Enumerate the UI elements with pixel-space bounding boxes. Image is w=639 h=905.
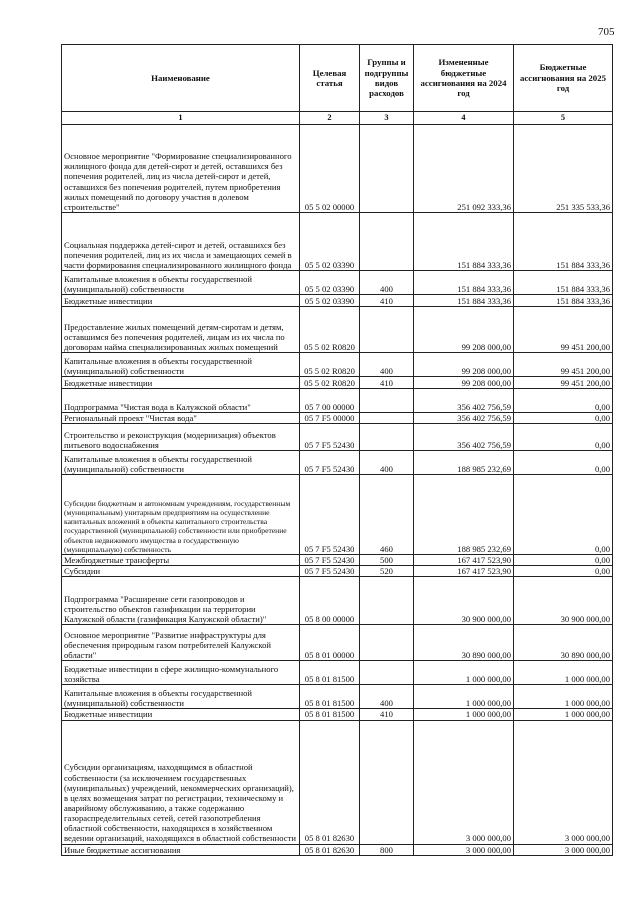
row-amount-2025: 1 000 000,00 bbox=[514, 685, 613, 709]
row-expense-group: 400 bbox=[360, 451, 414, 475]
table-header-row bbox=[62, 45, 613, 112]
row-amount-2025: 0,00 bbox=[514, 389, 613, 413]
row-expense-group bbox=[360, 661, 414, 685]
row-expense-group bbox=[360, 577, 414, 625]
row-expense-group bbox=[360, 413, 414, 424]
page-number: 705 bbox=[598, 26, 615, 38]
row-amount-2025: 0,00 bbox=[514, 413, 613, 424]
row-target-article: 05 7 00 00000 bbox=[300, 389, 360, 413]
row-amount-2025: 3 000 000,00 bbox=[514, 844, 613, 855]
row-amount-2025: 151 884 333,36 bbox=[514, 295, 613, 307]
row-name: Субсидии бюджетным и автономным учреждениям, государственным (муниципальным) унитарным предприятиям на осуществление капитальных вложений в объекты капитального строительства государственной (муниципальной) собственности или приобретение объектов недвижимого имущества в государственную (муниципальную) собственность bbox=[62, 475, 300, 555]
row-name: Социальная поддержка детей-сирот и детей, оставшихся без попечения родителей, лиц из их числа и замещающих семей в части формирования специализированного жилищного фонда bbox=[62, 213, 300, 271]
row-amount-2025: 1 000 000,00 bbox=[514, 709, 613, 720]
row-name: Подпрограмма "Чистая вода в Калужской области" bbox=[62, 389, 300, 413]
row-name: Строительство и реконструкция (модернизация) объектов питьевого водоснабжения bbox=[62, 424, 300, 451]
row-target-article: 05 5 02 R0820 bbox=[300, 307, 360, 353]
table-row bbox=[62, 424, 613, 451]
column-number: 5 bbox=[514, 112, 613, 125]
row-amount-2024: 30 890 000,00 bbox=[414, 625, 514, 661]
row-amount-2025: 99 451 200,00 bbox=[514, 307, 613, 353]
row-amount-2025: 1 000 000,00 bbox=[514, 661, 613, 685]
row-target-article: 05 7 F5 00000 bbox=[300, 413, 360, 424]
table-row bbox=[62, 844, 613, 855]
row-amount-2024: 1 000 000,00 bbox=[414, 661, 514, 685]
row-expense-group bbox=[360, 389, 414, 413]
row-target-article: 05 8 00 00000 bbox=[300, 577, 360, 625]
row-amount-2024: 356 402 756,59 bbox=[414, 413, 514, 424]
row-amount-2025: 30 900 000,00 bbox=[514, 577, 613, 625]
row-target-article: 05 5 02 00000 bbox=[300, 125, 360, 213]
row-amount-2025: 0,00 bbox=[514, 555, 613, 566]
row-target-article: 05 7 F5 52430 bbox=[300, 566, 360, 577]
row-target-article: 05 8 01 00000 bbox=[300, 625, 360, 661]
row-amount-2025: 0,00 bbox=[514, 424, 613, 451]
row-name: Иные бюджетные ассигнования bbox=[62, 844, 300, 855]
row-amount-2025: 251 335 533,36 bbox=[514, 125, 613, 213]
row-amount-2024: 99 208 000,00 bbox=[414, 353, 514, 377]
row-expense-group: 460 bbox=[360, 475, 414, 555]
table-row bbox=[62, 307, 613, 353]
table-row bbox=[62, 295, 613, 307]
row-name: Капитальные вложения в объекты государственной (муниципальной) собственности bbox=[62, 271, 300, 295]
row-amount-2025: 0,00 bbox=[514, 451, 613, 475]
table-row bbox=[62, 555, 613, 566]
row-amount-2024: 1 000 000,00 bbox=[414, 685, 514, 709]
row-name: Подпрограмма "Расширение сети газопроводов и строительство объектов газификации на территории Калужской области (газификация Калужской области)" bbox=[62, 577, 300, 625]
row-amount-2024: 151 884 333,36 bbox=[414, 295, 514, 307]
table-row bbox=[62, 413, 613, 424]
row-amount-2025: 0,00 bbox=[514, 566, 613, 577]
row-target-article: 05 5 02 03390 bbox=[300, 213, 360, 271]
row-amount-2024: 188 985 232,69 bbox=[414, 451, 514, 475]
row-name: Бюджетные инвестиции в сфере жилищно-коммунального хозяйства bbox=[62, 661, 300, 685]
row-target-article: 05 7 F5 52430 bbox=[300, 424, 360, 451]
row-amount-2024: 356 402 756,59 bbox=[414, 424, 514, 451]
row-expense-group bbox=[360, 424, 414, 451]
column-number-row bbox=[62, 112, 613, 125]
row-amount-2024: 356 402 756,59 bbox=[414, 389, 514, 413]
table-row bbox=[62, 213, 613, 271]
row-target-article: 05 5 02 R0820 bbox=[300, 377, 360, 389]
table-row bbox=[62, 125, 613, 213]
column-number: 2 bbox=[300, 112, 360, 125]
row-name: Основное мероприятие "Развитие инфраструктуры для обеспечения природным газом потребителей Калужской области" bbox=[62, 625, 300, 661]
row-name: Предоставление жилых помещений детям-сиротам и детям, оставшимся без попечения родителей, лицам из их числа по договорам найма специализированных жилых помещений bbox=[62, 307, 300, 353]
row-target-article: 05 8 01 81500 bbox=[300, 709, 360, 720]
header-expense-groups: Группы и подгруппы видов расходов bbox=[360, 45, 414, 112]
row-expense-group: 400 bbox=[360, 271, 414, 295]
row-amount-2024: 1 000 000,00 bbox=[414, 709, 514, 720]
row-expense-group bbox=[360, 125, 414, 213]
row-name: Основное мероприятие "Формирование специализированного жилищного фонда для детей-сирот и детей, оставшихся без попечения родителей, лиц из числа детей-сирот и детей, оставшихся без попечения родителей, путем приобретения жилых помещений по договору участия в долевом строительстве" bbox=[62, 125, 300, 213]
row-name: Субсидии bbox=[62, 566, 300, 577]
row-amount-2024: 99 208 000,00 bbox=[414, 377, 514, 389]
row-amount-2024: 30 900 000,00 bbox=[414, 577, 514, 625]
row-amount-2025: 30 890 000,00 bbox=[514, 625, 613, 661]
row-target-article: 05 7 F5 52430 bbox=[300, 475, 360, 555]
row-target-article: 05 8 01 82630 bbox=[300, 844, 360, 855]
row-target-article: 05 7 F5 52430 bbox=[300, 555, 360, 566]
row-amount-2025: 3 000 000,00 bbox=[514, 720, 613, 844]
row-name: Капитальные вложения в объекты государственной (муниципальной) собственности bbox=[62, 451, 300, 475]
row-target-article: 05 8 01 81500 bbox=[300, 685, 360, 709]
row-target-article: 05 8 01 82630 bbox=[300, 720, 360, 844]
table-row bbox=[62, 566, 613, 577]
column-number: 1 bbox=[62, 112, 300, 125]
row-amount-2024: 151 884 333,36 bbox=[414, 213, 514, 271]
row-amount-2024: 3 000 000,00 bbox=[414, 720, 514, 844]
header-target-article: Целевая статья bbox=[300, 45, 360, 112]
row-target-article: 05 5 02 03390 bbox=[300, 271, 360, 295]
row-name: Бюджетные инвестиции bbox=[62, 377, 300, 389]
table-row bbox=[62, 625, 613, 661]
row-expense-group: 500 bbox=[360, 555, 414, 566]
row-target-article: 05 8 01 81500 bbox=[300, 661, 360, 685]
row-amount-2025: 151 884 333,36 bbox=[514, 213, 613, 271]
row-expense-group: 800 bbox=[360, 844, 414, 855]
row-name: Капитальные вложения в объекты государственной (муниципальной) собственности bbox=[62, 353, 300, 377]
row-name: Субсидии организациям, находящимся в областной собственности (за исключением государственных (муниципальных) учреждений, некоммерческих организаций), в целях возмещения затрат по регистрации, техническому и аварийному обслуживанию, а также содержанию газораспределительных сетей, сетей газопотребления областной собственности, находящихся в хозяйственном ведении организаций, находящихся в областной собственности bbox=[62, 720, 300, 844]
table-row bbox=[62, 720, 613, 844]
table-row bbox=[62, 475, 613, 555]
row-amount-2024: 151 884 333,36 bbox=[414, 271, 514, 295]
row-amount-2025: 99 451 200,00 bbox=[514, 353, 613, 377]
table-row bbox=[62, 389, 613, 413]
row-expense-group: 410 bbox=[360, 295, 414, 307]
row-expense-group: 410 bbox=[360, 709, 414, 720]
row-name: Бюджетные инвестиции bbox=[62, 709, 300, 720]
row-amount-2025: 99 451 200,00 bbox=[514, 377, 613, 389]
header-name: Наименование bbox=[62, 45, 300, 112]
row-expense-group: 400 bbox=[360, 353, 414, 377]
row-expense-group: 400 bbox=[360, 685, 414, 709]
table-row bbox=[62, 709, 613, 720]
row-amount-2024: 167 417 523,90 bbox=[414, 555, 514, 566]
row-amount-2024: 167 417 523,90 bbox=[414, 566, 514, 577]
table-row bbox=[62, 685, 613, 709]
row-target-article: 05 5 02 R0820 bbox=[300, 353, 360, 377]
row-name: Бюджетные инвестиции bbox=[62, 295, 300, 307]
table-row bbox=[62, 577, 613, 625]
row-amount-2025: 151 884 333,36 bbox=[514, 271, 613, 295]
table-row bbox=[62, 271, 613, 295]
row-expense-group: 410 bbox=[360, 377, 414, 389]
row-amount-2024: 188 985 232,69 bbox=[414, 475, 514, 555]
budget-table bbox=[61, 44, 613, 856]
row-name: Капитальные вложения в объекты государственной (муниципальной) собственности bbox=[62, 685, 300, 709]
row-name: Межбюджетные трансферты bbox=[62, 555, 300, 566]
table-row bbox=[62, 451, 613, 475]
row-amount-2024: 3 000 000,00 bbox=[414, 844, 514, 855]
header-allocations-2024: Измененные бюджетные ассигнования на 2024 год bbox=[414, 45, 514, 112]
column-number: 3 bbox=[360, 112, 414, 125]
row-expense-group bbox=[360, 307, 414, 353]
header-allocations-2025: Бюджетные ассигнования на 2025 год bbox=[514, 45, 613, 112]
row-expense-group bbox=[360, 213, 414, 271]
table-row bbox=[62, 377, 613, 389]
row-target-article: 05 7 F5 52430 bbox=[300, 451, 360, 475]
table-row bbox=[62, 353, 613, 377]
row-amount-2025: 0,00 bbox=[514, 475, 613, 555]
row-name: Региональный проект "Чистая вода" bbox=[62, 413, 300, 424]
row-expense-group bbox=[360, 625, 414, 661]
row-expense-group: 520 bbox=[360, 566, 414, 577]
column-number: 4 bbox=[414, 112, 514, 125]
table-row bbox=[62, 661, 613, 685]
row-amount-2024: 251 092 333,36 bbox=[414, 125, 514, 213]
row-target-article: 05 5 02 03390 bbox=[300, 295, 360, 307]
row-amount-2024: 99 208 000,00 bbox=[414, 307, 514, 353]
row-expense-group bbox=[360, 720, 414, 844]
